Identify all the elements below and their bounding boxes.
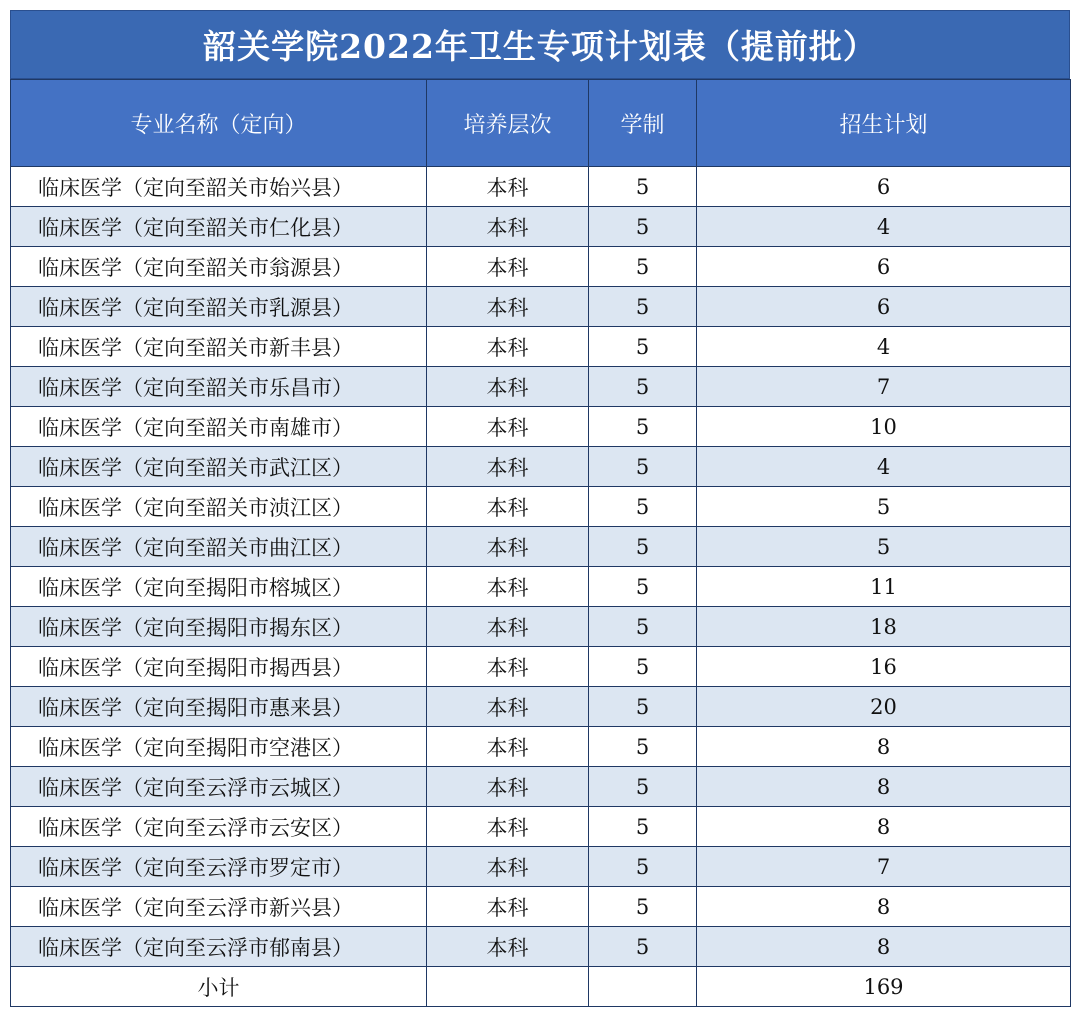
- cell-years: 5: [589, 847, 697, 887]
- plan-table-container: [10, 10, 1070, 1007]
- cell-level: 本科: [427, 767, 589, 807]
- header-row: [11, 80, 1071, 167]
- cell-level: 本科: [427, 287, 589, 327]
- table-row: [11, 407, 1071, 447]
- cell-years: 5: [589, 207, 697, 247]
- cell-major: 临床医学（定向至韶关市浈江区）: [11, 487, 427, 527]
- table-row: [11, 847, 1071, 887]
- header-major: 专业名称（定向）: [11, 80, 427, 167]
- cell-plan: 8: [697, 887, 1071, 927]
- header-years: 学制: [589, 80, 697, 167]
- table-title: 韶关学院2022年卫生专项计划表（提前批）: [10, 10, 1070, 79]
- cell-level: 本科: [427, 247, 589, 287]
- cell-years: 5: [589, 727, 697, 767]
- cell-years: 5: [589, 607, 697, 647]
- cell-plan: 4: [697, 327, 1071, 367]
- cell-major: 临床医学（定向至韶关市新丰县）: [11, 327, 427, 367]
- cell-level: 本科: [427, 687, 589, 727]
- cell-plan: 16: [697, 647, 1071, 687]
- cell-major: 临床医学（定向至韶关市曲江区）: [11, 527, 427, 567]
- cell-years: 5: [589, 407, 697, 447]
- cell-major: 临床医学（定向至揭阳市惠来县）: [11, 687, 427, 727]
- cell-years: 5: [589, 287, 697, 327]
- cell-plan: 4: [697, 207, 1071, 247]
- table-row: [11, 247, 1071, 287]
- cell-years: 5: [589, 567, 697, 607]
- cell-major: 临床医学（定向至揭阳市榕城区）: [11, 567, 427, 607]
- table-row: [11, 327, 1071, 367]
- header-level: 培养层次: [427, 80, 589, 167]
- table-row: [11, 687, 1071, 727]
- cell-plan: 5: [697, 527, 1071, 567]
- cell-years: 5: [589, 367, 697, 407]
- cell-major: 临床医学（定向至云浮市云安区）: [11, 807, 427, 847]
- cell-plan: 18: [697, 607, 1071, 647]
- cell-level: 本科: [427, 167, 589, 207]
- cell-major: 临床医学（定向至韶关市乳源县）: [11, 287, 427, 327]
- cell-plan: 11: [697, 567, 1071, 607]
- cell-major: 临床医学（定向至韶关市南雄市）: [11, 407, 427, 447]
- table-row: [11, 647, 1071, 687]
- cell-years: 5: [589, 447, 697, 487]
- total-label: 小计: [11, 967, 427, 1007]
- total-row: [11, 967, 1071, 1007]
- cell-years: 5: [589, 927, 697, 967]
- cell-plan: 8: [697, 807, 1071, 847]
- cell-level: 本科: [427, 727, 589, 767]
- cell-plan: 8: [697, 767, 1071, 807]
- plan-table: [10, 79, 1071, 1007]
- cell-major: 临床医学（定向至韶关市仁化县）: [11, 207, 427, 247]
- cell-plan: 4: [697, 447, 1071, 487]
- table-row: [11, 487, 1071, 527]
- cell-major: 临床医学（定向至云浮市罗定市）: [11, 847, 427, 887]
- cell-plan: 6: [697, 167, 1071, 207]
- cell-plan: 6: [697, 287, 1071, 327]
- cell-years: 5: [589, 887, 697, 927]
- cell-level: 本科: [427, 447, 589, 487]
- cell-major: 临床医学（定向至云浮市郁南县）: [11, 927, 427, 967]
- cell-major: 临床医学（定向至云浮市新兴县）: [11, 887, 427, 927]
- cell-plan: 6: [697, 247, 1071, 287]
- cell-major: 临床医学（定向至韶关市始兴县）: [11, 167, 427, 207]
- table-row: [11, 367, 1071, 407]
- table-row: [11, 807, 1071, 847]
- table-row: [11, 567, 1071, 607]
- total-level-empty: [427, 967, 589, 1007]
- table-row: [11, 167, 1071, 207]
- table-row: [11, 887, 1071, 927]
- cell-level: 本科: [427, 327, 589, 367]
- table-row: [11, 527, 1071, 567]
- table-body: [11, 167, 1071, 1007]
- cell-level: 本科: [427, 647, 589, 687]
- table-row: [11, 607, 1071, 647]
- cell-level: 本科: [427, 847, 589, 887]
- cell-plan: 5: [697, 487, 1071, 527]
- cell-plan: 20: [697, 687, 1071, 727]
- cell-plan: 7: [697, 847, 1071, 887]
- cell-plan: 7: [697, 367, 1071, 407]
- cell-years: 5: [589, 167, 697, 207]
- table-row: [11, 927, 1071, 967]
- cell-years: 5: [589, 247, 697, 287]
- cell-years: 5: [589, 807, 697, 847]
- cell-plan: 8: [697, 727, 1071, 767]
- cell-level: 本科: [427, 607, 589, 647]
- total-years-empty: [589, 967, 697, 1007]
- cell-major: 临床医学（定向至云浮市云城区）: [11, 767, 427, 807]
- cell-years: 5: [589, 767, 697, 807]
- header-plan: 招生计划: [697, 80, 1071, 167]
- cell-years: 5: [589, 527, 697, 567]
- table-row: [11, 767, 1071, 807]
- cell-major: 临床医学（定向至揭阳市空港区）: [11, 727, 427, 767]
- total-plan: 169: [697, 967, 1071, 1007]
- cell-level: 本科: [427, 927, 589, 967]
- cell-major: 临床医学（定向至揭阳市揭东区）: [11, 607, 427, 647]
- cell-major: 临床医学（定向至揭阳市揭西县）: [11, 647, 427, 687]
- cell-level: 本科: [427, 567, 589, 607]
- table-row: [11, 287, 1071, 327]
- cell-level: 本科: [427, 367, 589, 407]
- cell-major: 临床医学（定向至韶关市乐昌市）: [11, 367, 427, 407]
- cell-plan: 8: [697, 927, 1071, 967]
- cell-level: 本科: [427, 527, 589, 567]
- table-row: [11, 727, 1071, 767]
- cell-level: 本科: [427, 207, 589, 247]
- table-row: [11, 447, 1071, 487]
- cell-level: 本科: [427, 887, 589, 927]
- cell-years: 5: [589, 647, 697, 687]
- cell-level: 本科: [427, 407, 589, 447]
- table-row: [11, 207, 1071, 247]
- cell-years: 5: [589, 327, 697, 367]
- cell-years: 5: [589, 487, 697, 527]
- cell-years: 5: [589, 687, 697, 727]
- cell-level: 本科: [427, 807, 589, 847]
- cell-major: 临床医学（定向至韶关市武江区）: [11, 447, 427, 487]
- cell-major: 临床医学（定向至韶关市翁源县）: [11, 247, 427, 287]
- cell-plan: 10: [697, 407, 1071, 447]
- cell-level: 本科: [427, 487, 589, 527]
